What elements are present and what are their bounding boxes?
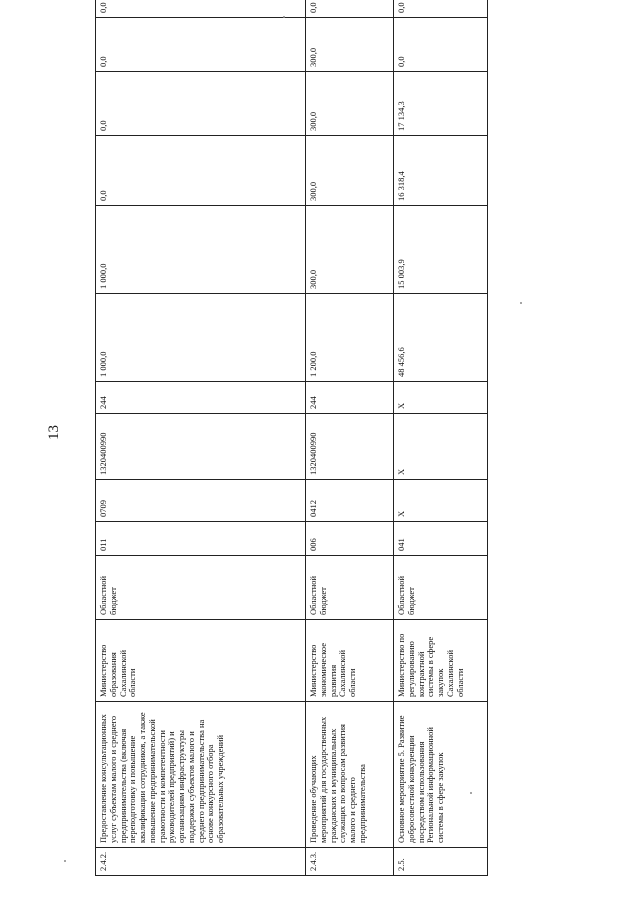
grbs-code: 011 xyxy=(96,522,306,556)
amount-year-5: 0,0 xyxy=(306,0,394,18)
amount-year-3: 0,0 xyxy=(96,72,306,136)
scan-speck xyxy=(283,16,285,18)
amount-year-2: 300,0 xyxy=(306,136,394,206)
grbs-code: 041 xyxy=(394,522,488,556)
amount-year-4: 0,0 xyxy=(96,18,306,72)
row-number: 2.5. xyxy=(394,848,488,876)
event-name: Предоставление консультационных услуг субъектам малого и среднего предпринимательства (включая переподготовку и повышение квалификации сотрудников, а также повышение предпринимательской грамотности и компетентности руководителей предприятий) и организациям инфраструктуры поддержки субъектов малого и среднего предпринимательства на основе конкурсного отбора образовательных учреждений xyxy=(96,702,306,848)
vr-code: 244 xyxy=(96,382,306,414)
amount-year-2: 16 318,4 xyxy=(394,136,488,206)
amount-year-5: 0,0 xyxy=(394,0,488,18)
page-number: 13 xyxy=(46,425,62,440)
amount-year-1: 15 003,9 xyxy=(394,206,488,294)
amount-year-2: 0,0 xyxy=(96,136,306,206)
vr-code: Х xyxy=(394,382,488,414)
amount-total: 1 000,0 xyxy=(96,294,306,382)
rotated-table-frame xyxy=(95,2,487,876)
rzpr-code: Х xyxy=(394,480,488,522)
amount-year-1: 300,0 xyxy=(306,206,394,294)
amount-total: 1 200,0 xyxy=(306,294,394,382)
scan-speck xyxy=(520,302,522,304)
scan-speck xyxy=(64,860,66,862)
budget-table xyxy=(95,0,488,876)
table-row xyxy=(96,0,306,876)
csr-code: 1320400990 xyxy=(306,414,394,480)
event-name: Основное мероприятие 5. Развитие добросовестной конкуренции посредством использования Региональной информационной системы в сфере закупок xyxy=(394,702,488,848)
vr-code: 244 xyxy=(306,382,394,414)
amount-year-4: 0,0 xyxy=(394,18,488,72)
row-number: 2.4.2. xyxy=(96,848,306,876)
funding-source: Областной бюджет xyxy=(394,556,488,620)
executor: Министерство образования Сахалинской области xyxy=(96,620,306,702)
scan-speck xyxy=(470,792,472,794)
rzpr-code: 0709 xyxy=(96,480,306,522)
amount-year-5: 0,0 xyxy=(96,0,306,18)
amount-year-1: 1 000,0 xyxy=(96,206,306,294)
executor: Министерство экономическое развития Сахалинской области xyxy=(306,620,394,702)
table-row xyxy=(306,0,394,876)
grbs-code: 006 xyxy=(306,522,394,556)
csr-code: 1320400990 xyxy=(96,414,306,480)
csr-code: Х xyxy=(394,414,488,480)
event-name: Проведение обучающих мероприятий для государственных гражданских и муниципальных служащих по вопросам развития малого и среднего предпринимательства xyxy=(306,702,394,848)
funding-source: Областной бюджет xyxy=(306,556,394,620)
amount-total: 48 456,6 xyxy=(394,294,488,382)
executor: Министерство по регулированию контрактной системы в сфере закупок Сахалинской области xyxy=(394,620,488,702)
amount-year-4: 300,0 xyxy=(306,18,394,72)
table-wrapper xyxy=(95,2,487,876)
table-row xyxy=(394,0,488,876)
amount-year-3: 300,0 xyxy=(306,72,394,136)
amount-year-3: 17 134,3 xyxy=(394,72,488,136)
row-number: 2.4.3. xyxy=(306,848,394,876)
rzpr-code: 0412 xyxy=(306,480,394,522)
funding-source: Областной бюджет xyxy=(96,556,306,620)
